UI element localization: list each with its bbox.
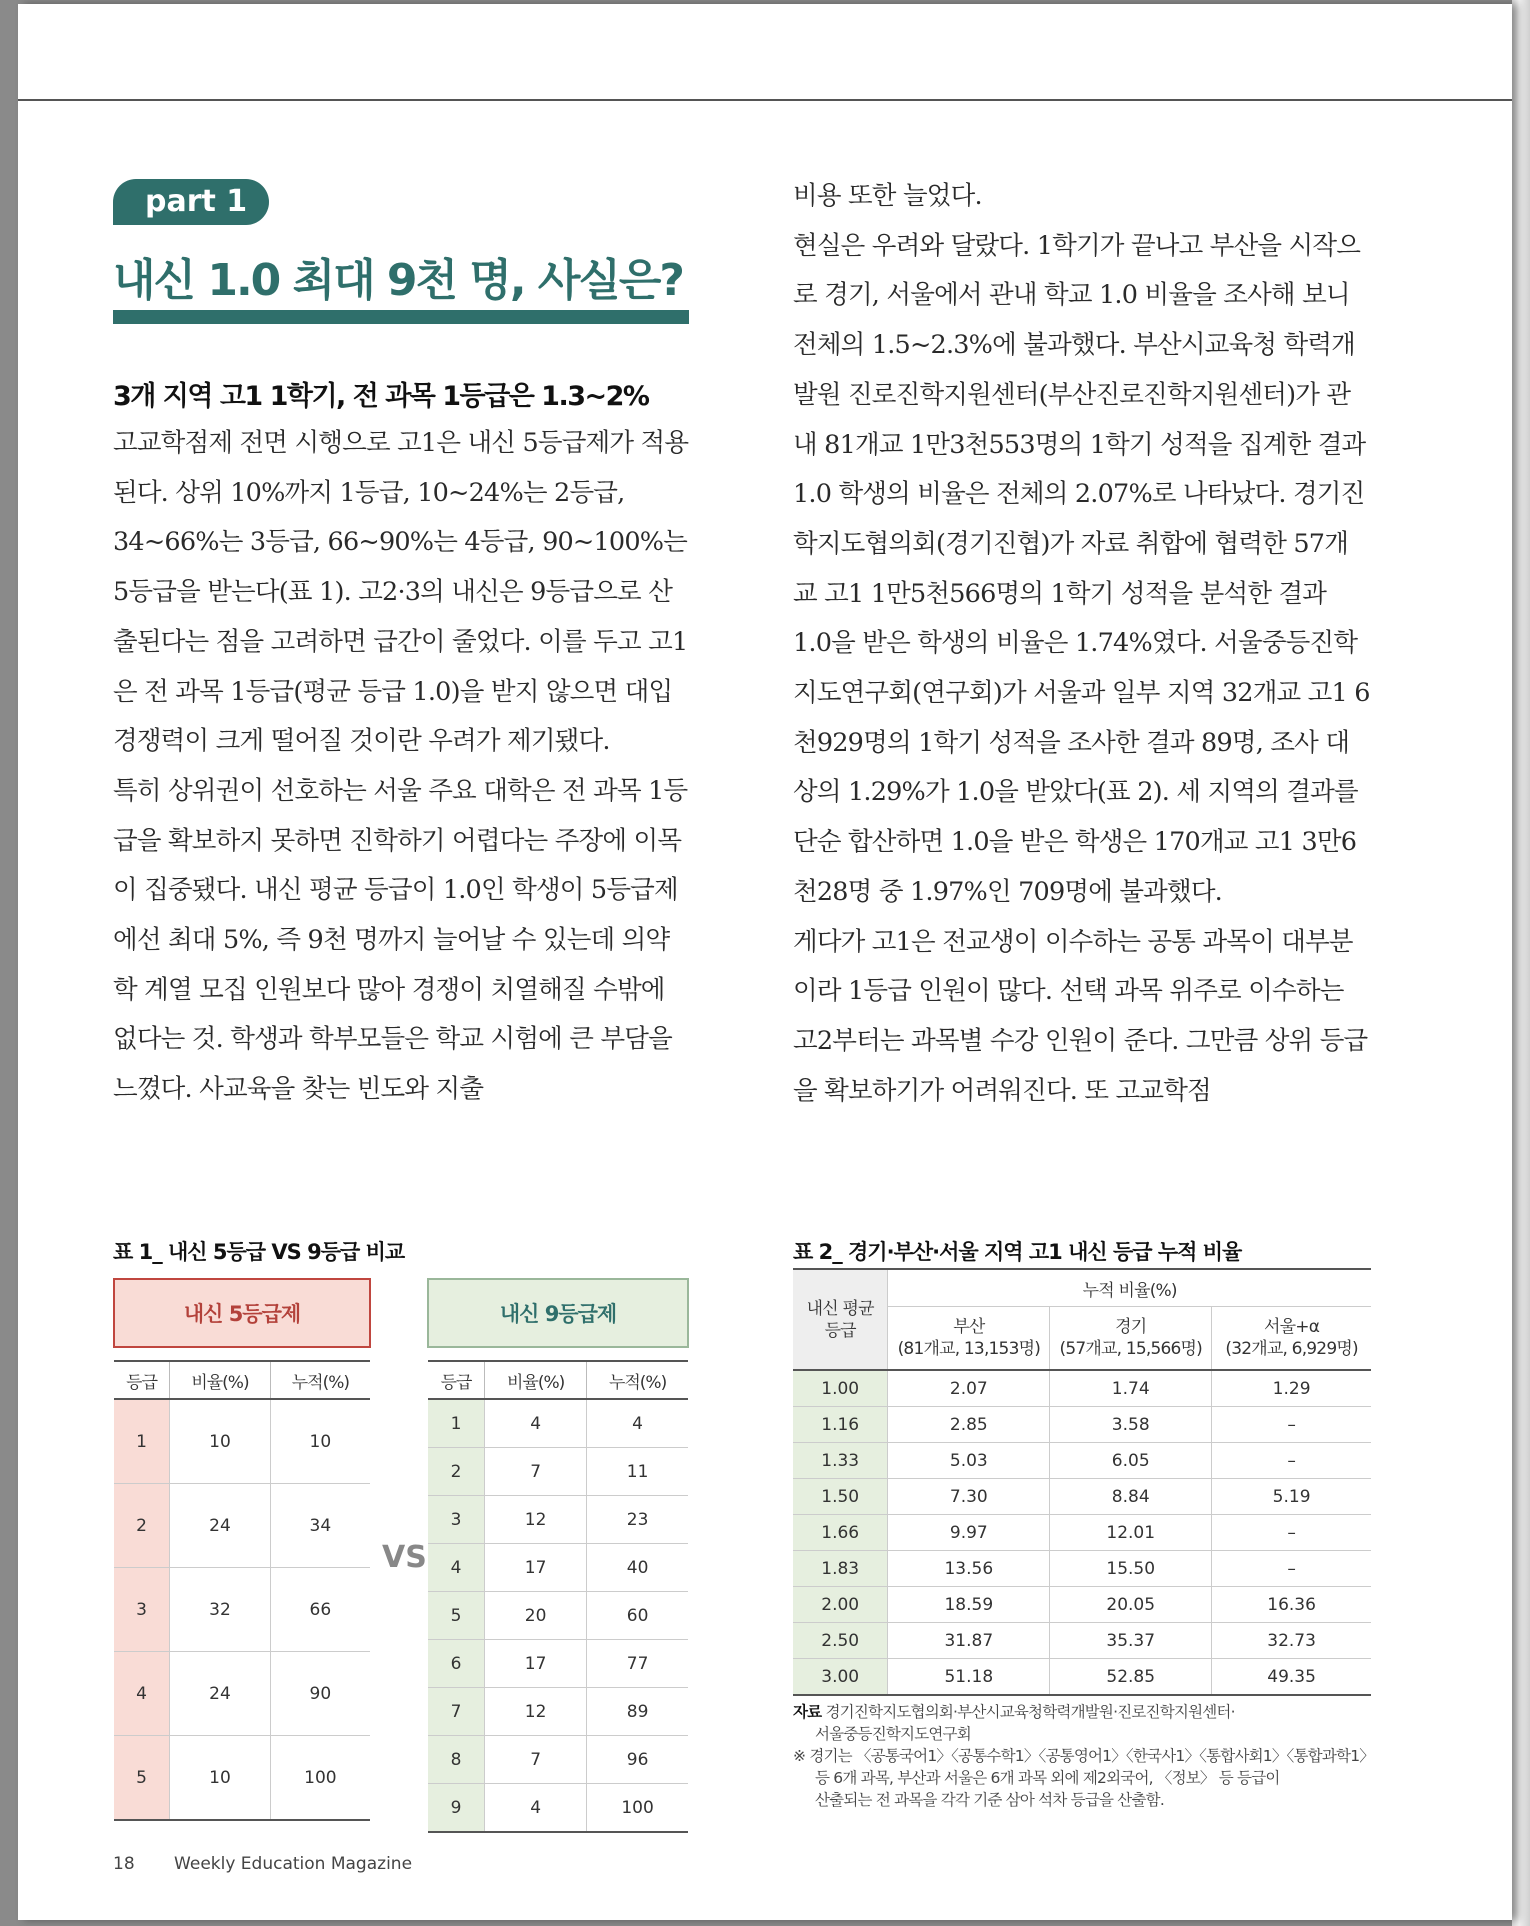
table-cell: 7: [428, 1688, 485, 1736]
table-cell: 12.01: [1050, 1515, 1212, 1551]
table-cell: 3: [114, 1568, 170, 1652]
table-row: [428, 1688, 688, 1736]
table-cell: 5.03: [888, 1443, 1050, 1479]
column-header: 비율(%): [170, 1361, 271, 1399]
footnote: ※ 경기는 〈공통국어1〉〈공통수학1〉〈공통영어1〉〈한국사1〉〈통합사회1〉〈통합과학1〉: [793, 1747, 1374, 1765]
table-row: [793, 1659, 1371, 1696]
table-cell: 12: [485, 1496, 587, 1544]
subhead: 3개 지역 고1 1학기, 전 과목 1등급은 1.3~2%: [113, 381, 649, 412]
table-row: [793, 1370, 1371, 1407]
table-cell: 23: [587, 1496, 688, 1544]
grade9-label: 내신 9등급제: [428, 1279, 688, 1347]
table-cell: 66: [270, 1568, 370, 1652]
column-header: 누적(%): [270, 1361, 370, 1399]
table-cell: 5: [428, 1592, 485, 1640]
table-row: [114, 1652, 370, 1736]
column-header: 비율(%): [485, 1361, 587, 1399]
table-cell: 3: [428, 1496, 485, 1544]
table-cell: 20: [485, 1592, 587, 1640]
table-cell: 16.36: [1212, 1587, 1371, 1623]
table-cell: 1.16: [793, 1407, 888, 1443]
table-cell: 4: [485, 1399, 587, 1448]
table-row: [793, 1587, 1371, 1623]
top-rule: [18, 99, 1512, 101]
paragraph: 고교학점제 전면 시행으로 고1은 내신 5등급제가 적용된다. 상위 10%까지 1등급, 10~24%는 2등급, 34~66%는 3등급, 66~90%는 4등급, 90~100%는 5등급을 받는다(표 1). 고2·3의 내신은 9등급으로 산출된다는 점을 고려하면 급간이 줄었다. 이를 두고 고1은 전 과목 1등급(평균 등급 1.0)을 받지 않으면 대입 경쟁력이 크게 떨어질 것이란 우려가 제기됐다.: [113, 428, 689, 757]
table-cell: 2.85: [888, 1407, 1050, 1443]
footnote: 등 6개 과목, 부산과 서울은 6개 과목 외에 제2외국어, 〈정보〉 등 등급이: [815, 1769, 1280, 1787]
table-cell: 7: [485, 1448, 587, 1496]
table-cell: 100: [587, 1784, 688, 1833]
table-cell: 1.74: [1050, 1370, 1212, 1407]
table-cell: 49.35: [1212, 1659, 1371, 1696]
column-header: 누적(%): [587, 1361, 688, 1399]
table-row: [793, 1623, 1371, 1659]
table-cell: 6: [428, 1640, 485, 1688]
table-cell: 9.97: [888, 1515, 1050, 1551]
table-cell: 4: [428, 1544, 485, 1592]
table-cell: 8.84: [1050, 1479, 1212, 1515]
table-cell: 4: [114, 1652, 170, 1736]
table-cell: 17: [485, 1544, 587, 1592]
table-cell: 1: [428, 1399, 485, 1448]
source-note: [793, 1701, 1413, 1811]
column-header: 등급: [114, 1361, 170, 1399]
table-row: [428, 1448, 688, 1496]
table-cell: 24: [170, 1652, 271, 1736]
table-cell: 2.07: [888, 1370, 1050, 1407]
grade-header-line: 등급: [824, 1320, 856, 1341]
table-cell: 5.19: [1212, 1479, 1371, 1515]
headline: 내신 1.0 최대 9천 명, 사실은?: [113, 255, 683, 306]
table-row: [114, 1399, 370, 1484]
headline-rule: [113, 310, 689, 324]
table-cell: 7: [485, 1736, 587, 1784]
table-cell: –: [1212, 1443, 1371, 1479]
column-header-seoul: 서울+α (32개교, 6,929명): [1212, 1307, 1371, 1371]
grade9-table: [427, 1278, 689, 1833]
table-row: [428, 1544, 688, 1592]
table-cell: 32: [170, 1568, 271, 1652]
grade5-table: [113, 1278, 371, 1821]
table-cell: 7.30: [888, 1479, 1050, 1515]
table-cell: 96: [587, 1736, 688, 1784]
source-label: 자료: [793, 1703, 822, 1721]
table-row: [793, 1515, 1371, 1551]
paragraph: 비용 또한 늘었다.: [793, 181, 982, 211]
table-cell: 2.00: [793, 1587, 888, 1623]
magazine-title: Weekly Education Magazine: [174, 1854, 413, 1874]
table-cell: 31.87: [888, 1623, 1050, 1659]
table1-title: 표 1_ 내신 5등급 VS 9등급 비교: [113, 1240, 405, 1264]
table-row: [428, 1736, 688, 1784]
table-cell: 3.00: [793, 1659, 888, 1696]
table-cell: 5: [114, 1736, 170, 1821]
table-cell: 1.83: [793, 1551, 888, 1587]
table-cell: 12: [485, 1688, 587, 1736]
table-row: [793, 1443, 1371, 1479]
table-row: [428, 1784, 688, 1833]
paragraph: 현실은 우려와 달랐다. 1학기가 끝나고 부산을 시작으로 경기, 서울에서 관내 학교 1.0 비율을 조사해 보니 전체의 1.5~2.3%에 불과했다. 부산시교육청 학력개발원 진로진학지원센터(부산진로진학지원센터)가 관내 81개교 1만3천553명의 1학기 성적을 집계한 결과 1.0 학생의 비율은 전체의 2.07%로 나타났다. 경기진학지도협의회(경기진협)가 자료 취합에 협력한 57개교 고1 1만5천566명의 1학기 성적을 분석한 결과 1.0을 받은 학생의 비율은 1.74%였다. 서울중등진학지도연구회(연구회)가 서울과 일부 지역 32개교 고1 6천929명의 1학기 성적을 조사한 결과 89명, 조사 대상의 1.29%가 1.0을 받았다(표 2). 세 지역의 결과를 단순 합산하면 1.0을 받은 학생은 170개교 고1 3만6천28명 중 1.97%인 709명에 불과했다.: [793, 230, 1370, 907]
right-column: [793, 172, 1371, 1116]
table-cell: –: [1212, 1407, 1371, 1443]
table-cell: 1.33: [793, 1443, 888, 1479]
table-cell: 6.05: [1050, 1443, 1212, 1479]
column-header: 등급: [428, 1361, 485, 1399]
grade-header: [793, 1269, 888, 1370]
table-cell: 20.05: [1050, 1587, 1212, 1623]
table-cell: 18.59: [888, 1587, 1050, 1623]
source-text: 경기진학지도협의회·부산시교육청학력개발원·진로진학지원센터·: [825, 1703, 1235, 1721]
footnote: 산출되는 전 과목을 각각 기준 삼아 석차 등급을 산출함.: [815, 1791, 1164, 1809]
table-cell: 52.85: [1050, 1659, 1212, 1696]
source-text: 서울중등진학지도연구회: [815, 1725, 971, 1743]
table-row: [428, 1640, 688, 1688]
table-row: [114, 1736, 370, 1821]
table-cell: 3.58: [1050, 1407, 1212, 1443]
table-cell: 1.29: [1212, 1370, 1371, 1407]
table-row: [114, 1484, 370, 1568]
table-cell: 4: [485, 1784, 587, 1833]
table-cell: 10: [170, 1399, 271, 1484]
table-cell: 24: [170, 1484, 271, 1568]
table-cell: 77: [587, 1640, 688, 1688]
table-cell: 2.50: [793, 1623, 888, 1659]
table-cell: 40: [587, 1544, 688, 1592]
table-cell: –: [1212, 1515, 1371, 1551]
table-row: [793, 1479, 1371, 1515]
table-row: [428, 1399, 688, 1448]
table-cell: 1.00: [793, 1370, 888, 1407]
table-cell: 90: [270, 1652, 370, 1736]
grade-header-line: 내신 평균: [806, 1298, 874, 1319]
table-cell: 2: [114, 1484, 170, 1568]
table-cell: 2: [428, 1448, 485, 1496]
table-cell: 60: [587, 1592, 688, 1640]
table-cell: 32.73: [1212, 1623, 1371, 1659]
column-header-busan: 부산 (81개교, 13,153명): [888, 1307, 1050, 1371]
table-cell: 1: [114, 1399, 170, 1484]
paragraph: 게다가 고1은 전교생이 이수하는 공통 과목이 대부분이라 1등급 인원이 많다. 선택 과목 위주로 이수하는 고2부터는 과목별 수강 인원이 준다. 그만큼 상위 등급을 확보하기가 어려워진다. 또 고교학점: [793, 926, 1368, 1106]
page-footer: [113, 1854, 412, 1874]
paragraph: 특히 상위권이 선호하는 서울 주요 대학은 전 과목 1등급을 확보하지 못하면 진학하기 어렵다는 주장에 이목이 집중됐다. 내신 평균 등급이 1.0인 학생이 5등급제에선 최대 5%, 즉 9천 명까지 늘어날 수 있는데 의약학 계열 모집 인원보다 많아 경쟁이 치열해질 수밖에 없다는 것. 학생과 학부모들은 학교 시험에 큰 부담을 느꼈다. 사교육을 찾는 빈도와 지출: [113, 775, 688, 1105]
table-cell: 89: [587, 1688, 688, 1736]
table-cell: 13.56: [888, 1551, 1050, 1587]
grade5-label: 내신 5등급제: [114, 1279, 370, 1347]
table-cell: 4: [587, 1399, 688, 1448]
table-cell: 35.37: [1050, 1623, 1212, 1659]
left-column: [113, 419, 691, 1115]
vs-label: VS: [382, 1540, 427, 1575]
table-row: [114, 1568, 370, 1652]
table-row: [428, 1592, 688, 1640]
table-cell: 100: [270, 1736, 370, 1821]
table-cell: –: [1212, 1551, 1371, 1587]
page-edge: [1512, 0, 1530, 1926]
magazine-page: [18, 4, 1512, 1920]
cumulative-header: 누적 비율(%): [888, 1269, 1371, 1307]
table-cell: 11: [587, 1448, 688, 1496]
table-cell: 10: [170, 1736, 271, 1821]
table-row: [793, 1551, 1371, 1587]
table-row: [428, 1496, 688, 1544]
column-header-gyeonggi: 경기 (57개교, 15,566명): [1050, 1307, 1212, 1371]
table-cell: 15.50: [1050, 1551, 1212, 1587]
table-cell: 9: [428, 1784, 485, 1833]
table-row: [793, 1407, 1371, 1443]
table-cell: 10: [270, 1399, 370, 1484]
table-cell: 34: [270, 1484, 370, 1568]
table-cell: 8: [428, 1736, 485, 1784]
page-number: 18: [113, 1854, 135, 1874]
cumulative-table: [793, 1268, 1371, 1696]
table-cell: 51.18: [888, 1659, 1050, 1696]
table-cell: 1.50: [793, 1479, 888, 1515]
table-cell: 17: [485, 1640, 587, 1688]
table2-title: 표 2_ 경기·부산·서울 지역 고1 내신 등급 누적 비율: [793, 1240, 1242, 1264]
part-badge: part 1: [113, 179, 269, 225]
table-cell: 1.66: [793, 1515, 888, 1551]
